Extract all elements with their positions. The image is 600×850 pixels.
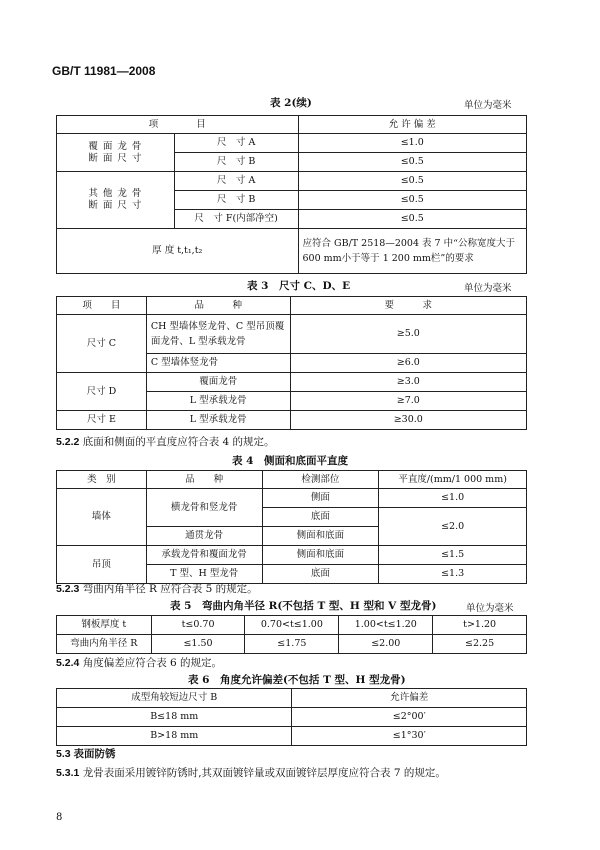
table5-row-thickness-label: 钢板厚度 t bbox=[57, 616, 152, 635]
table6-tolerance: ≤1°30′ bbox=[292, 727, 527, 746]
table3-variety: CH 型墙体竖龙骨、C 型吊顶覆面龙骨、L 型承载龙骨 bbox=[146, 315, 290, 354]
clause-text: 角度偏差应符合表 6 的规定。 bbox=[82, 657, 223, 669]
clause-text: 弯曲内角半径 R 应符合表 5 的规定。 bbox=[82, 583, 258, 595]
table2-dim-f: 尺 寸 F(内部净空) bbox=[174, 210, 298, 229]
table5-radius: ≤2.00 bbox=[339, 635, 433, 654]
table3-variety: L 型承载龙骨 bbox=[146, 411, 290, 430]
clause-5-2-2 bbox=[56, 434, 275, 449]
table5 bbox=[56, 615, 527, 654]
table2-caption: 表 2(续) bbox=[270, 97, 312, 109]
table2-dim-b: 尺 寸 B bbox=[174, 153, 298, 172]
table2-dim-a: 尺 寸 A bbox=[174, 134, 298, 153]
table3-requirement: ≥7.0 bbox=[290, 392, 526, 411]
table4-ceiling: 吊顶 bbox=[57, 546, 147, 584]
table5-caption: 表 5 弯曲内角半径 R(不包括 T 型、H 型和 V 型龙骨) bbox=[170, 600, 437, 612]
table2-tol: ≤1.0 bbox=[298, 134, 527, 153]
clause-number: 5.3.1 bbox=[56, 767, 80, 779]
table5-row-radius-label: 弯曲内角半径 R bbox=[57, 635, 152, 654]
clause-text: 龙骨表面采用镀锌防锈时,其双面镀锌量或双面镀锌层厚度应符合表 7 的规定。 bbox=[82, 767, 446, 779]
table2-other-group: 其 他 龙 骨 断 面 尺 寸 bbox=[57, 172, 175, 229]
page-number: 8 bbox=[56, 812, 63, 823]
table2-header-tolerance: 允 许 偏 差 bbox=[298, 116, 527, 134]
table3-requirement: ≥30.0 bbox=[290, 411, 526, 430]
table2-dim-a: 尺 寸 A bbox=[174, 172, 298, 191]
table3-header-requirement: 要 求 bbox=[290, 297, 526, 315]
table2-dim-b: 尺 寸 B bbox=[174, 191, 298, 210]
table3-header-variety: 品 种 bbox=[146, 297, 290, 315]
clause-5-2-3 bbox=[56, 581, 258, 596]
table4-header-part: 检测部位 bbox=[262, 471, 379, 489]
table4-header-category: 类 别 bbox=[57, 471, 147, 489]
table4-part: 侧面和底面 bbox=[262, 527, 379, 546]
table4-variety: 承载龙骨和覆面龙骨 bbox=[146, 546, 262, 565]
table5-radius: ≤1.50 bbox=[151, 635, 245, 654]
table3-variety: C 型墙体竖龙骨 bbox=[146, 354, 290, 373]
table4-flatness: ≤2.0 bbox=[379, 508, 527, 546]
table2-thickness-label: 厚 度 t,t₁,t₂ bbox=[57, 229, 299, 274]
clause-text: 底面和侧面的平直度应符合表 4 的规定。 bbox=[82, 436, 275, 448]
table2-tol: ≤0.5 bbox=[298, 153, 527, 172]
table2 bbox=[56, 115, 527, 274]
table5-thickness: t≤0.70 bbox=[151, 616, 245, 635]
table3-caption: 表 3 尺寸 C、D、E bbox=[247, 280, 351, 292]
table6-header-dimension: 成型角较短边尺寸 B bbox=[57, 689, 292, 708]
section-title: 表面防锈 bbox=[73, 748, 116, 760]
table6-header-tolerance: 允许偏差 bbox=[292, 689, 527, 708]
table4-header-flatness: 平直度/(mm/1 000 mm) bbox=[379, 471, 527, 489]
clause-5-3-1 bbox=[56, 765, 446, 780]
clause-number: 5.2.2 bbox=[56, 436, 80, 448]
clause-5-2-4 bbox=[56, 655, 222, 670]
table3-unit: 单位为毫米 bbox=[464, 283, 512, 294]
table4-part: 侧面 bbox=[262, 489, 379, 508]
table4-flatness: ≤1.3 bbox=[379, 565, 527, 584]
clause-number: 5.2.4 bbox=[56, 657, 80, 669]
clause-number: 5.2.3 bbox=[56, 583, 80, 595]
table3-dim-c: 尺寸 C bbox=[57, 315, 147, 373]
table3-variety: L 型承载龙骨 bbox=[146, 392, 290, 411]
table3-dim-e: 尺寸 E bbox=[57, 411, 147, 430]
table6-tolerance: ≤2°00′ bbox=[292, 708, 527, 727]
document-code: GB/T 11981—2008 bbox=[52, 64, 156, 78]
table2-unit: 单位为毫米 bbox=[464, 100, 512, 111]
table2-tol: ≤0.5 bbox=[298, 191, 527, 210]
table5-radius: ≤1.75 bbox=[245, 635, 339, 654]
table2-thickness-requirement: 应符合 GB/T 2518—2004 表 7 中“公称宽度大于 600 mm小于等于 1 200 mm栏”的要求 bbox=[298, 229, 527, 274]
table6-dimension: B>18 mm bbox=[57, 727, 292, 746]
table4-part: 侧面和底面 bbox=[262, 546, 379, 565]
table2-tol: ≤0.5 bbox=[298, 210, 527, 229]
table4 bbox=[56, 470, 527, 584]
table2-tol: ≤0.5 bbox=[298, 172, 527, 191]
table4-variety: 横龙骨和竖龙骨 bbox=[146, 489, 262, 527]
table5-thickness: 1.00<t≤1.20 bbox=[339, 616, 433, 635]
table3-header-item: 项 目 bbox=[57, 297, 147, 315]
table4-flatness: ≤1.5 bbox=[379, 546, 527, 565]
table3-requirement: ≥6.0 bbox=[290, 354, 526, 373]
table6-dimension: B≤18 mm bbox=[57, 708, 292, 727]
table4-part: 底面 bbox=[262, 565, 379, 584]
table3-requirement: ≥5.0 bbox=[290, 315, 526, 354]
table3 bbox=[56, 296, 527, 430]
section-5-3-heading bbox=[56, 746, 116, 761]
table6-caption: 表 6 角度允许偏差(不包括 T 型、H 型龙骨) bbox=[188, 674, 406, 686]
table5-thickness: 0.70<t≤1.00 bbox=[245, 616, 339, 635]
table5-unit: 单位为毫米 bbox=[466, 603, 514, 614]
table2-cover-group: 覆 面 龙 骨 断 面 尺 寸 bbox=[57, 134, 175, 172]
table5-thickness: t>1.20 bbox=[433, 616, 527, 635]
table3-dim-d: 尺寸 D bbox=[57, 373, 147, 411]
table4-variety: T 型、H 型龙骨 bbox=[146, 565, 262, 584]
table4-variety: 通贯龙骨 bbox=[146, 527, 262, 546]
table4-part: 底面 bbox=[262, 508, 379, 527]
table5-radius: ≤2.25 bbox=[433, 635, 527, 654]
table2-header-item: 项 目 bbox=[57, 116, 299, 134]
table4-caption: 表 4 侧面和底面平直度 bbox=[232, 455, 348, 467]
section-number: 5.3 bbox=[56, 748, 71, 760]
table4-header-variety: 品 种 bbox=[146, 471, 262, 489]
table4-flatness: ≤1.0 bbox=[379, 489, 527, 508]
table4-wall: 墙体 bbox=[57, 489, 147, 546]
table3-requirement: ≥3.0 bbox=[290, 373, 526, 392]
table3-variety: 覆面龙骨 bbox=[146, 373, 290, 392]
table6 bbox=[56, 688, 527, 746]
